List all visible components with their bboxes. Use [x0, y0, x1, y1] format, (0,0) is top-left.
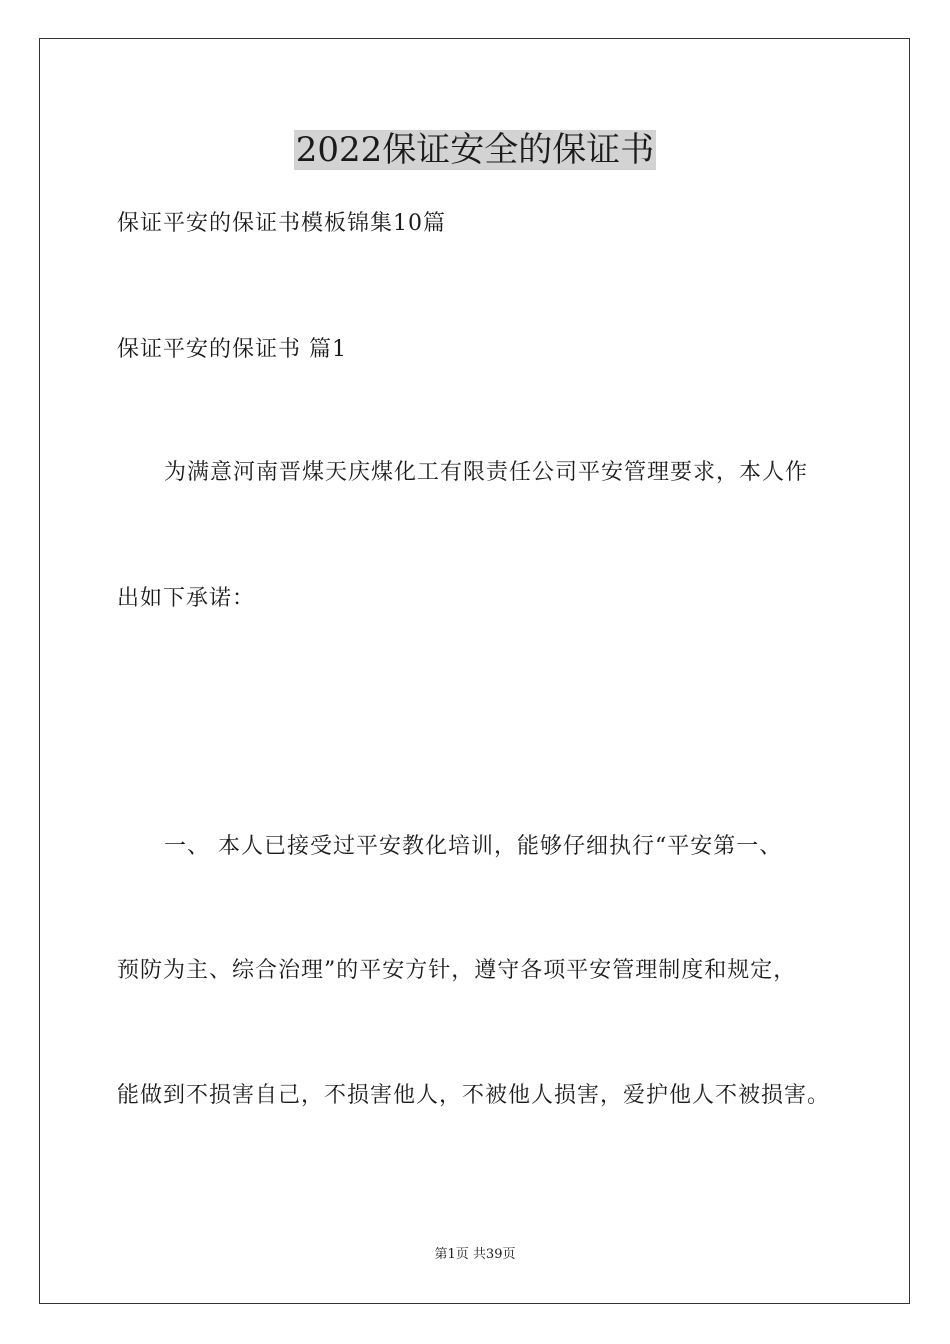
section-heading: 保证平安的保证书 篇1: [117, 337, 347, 362]
document-title: [0, 128, 950, 172]
document-subtitle: 保证平安的保证书模板锦集10篇: [117, 211, 446, 236]
paragraph-line-1: 为满意河南晋煤天庆煤化工有限责任公司平安管理要求，本人作: [164, 460, 809, 485]
paragraph-line-2: 出如下承诺：: [117, 586, 256, 611]
page-number-footer: 第1页 共39页: [434, 1247, 516, 1262]
paragraph-line-5: 能做到不损害自己，不损害他人，不被他人损害，爱护他人不被损害。: [117, 1083, 831, 1108]
paragraph-line-3: 一、 本人已接受过平安教化培训，能够仔细执行“平安第一、: [164, 834, 783, 859]
document-title-text: 2022保证安全的保证书: [295, 130, 655, 170]
paragraph-line-4: 预防为主、综合治理”的平安方针，遵守各项平安管理制度和规定，: [117, 958, 797, 983]
